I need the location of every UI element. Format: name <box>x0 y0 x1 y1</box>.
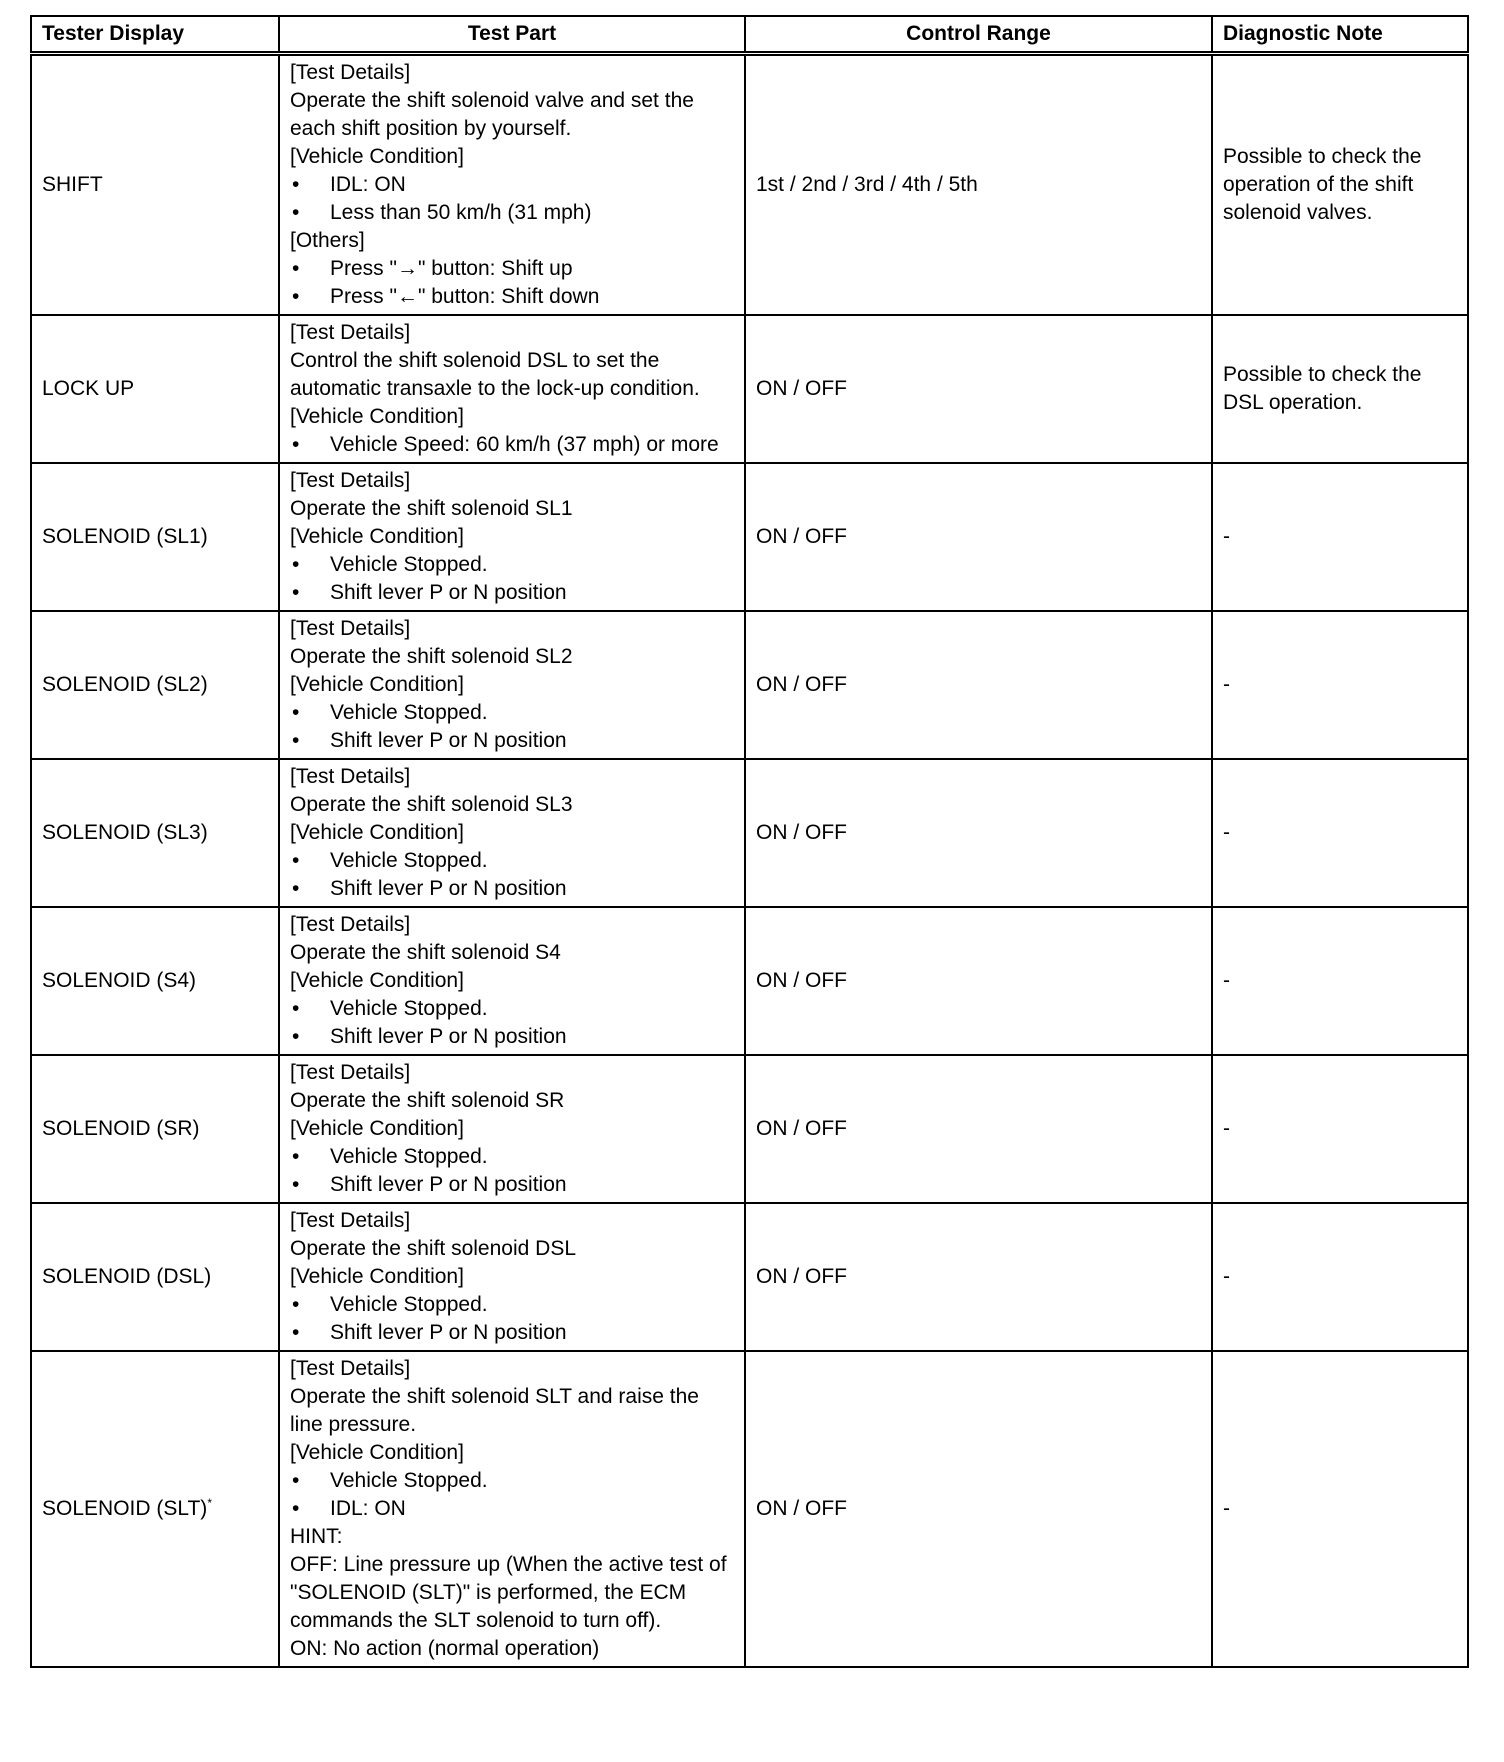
test-part-bullet-item: • Shift lever P or N position <box>290 579 734 607</box>
test-part-line: Operate the shift solenoid SL1 <box>290 497 573 520</box>
diagnostic-note-cell: - <box>1212 1055 1468 1203</box>
test-part-cell <box>279 463 745 611</box>
test-part-line: Operate the shift solenoid valve and set the each shift position by yourself. <box>290 89 694 140</box>
test-part-bullet-item: • Vehicle Stopped. <box>290 847 734 875</box>
tester-display-cell <box>31 54 279 316</box>
control-range-cell: ON / OFF <box>745 463 1212 611</box>
control-range-cell: ON / OFF <box>745 1351 1212 1667</box>
control-range-cell: ON / OFF <box>745 611 1212 759</box>
diagnostic-note-cell: - <box>1212 1351 1468 1667</box>
diagnostic-note-cell: Possible to check the DSL operation. <box>1212 315 1468 463</box>
test-part-line: [Vehicle Condition] <box>290 673 464 696</box>
tester-display-cell <box>31 315 279 463</box>
table-row <box>31 315 1468 463</box>
table-row <box>31 759 1468 907</box>
diagnostic-note-cell: - <box>1212 611 1468 759</box>
tester-display-cell <box>31 611 279 759</box>
test-part-bullet-item: • Vehicle Stopped. <box>290 551 734 579</box>
test-part-line: [Test Details] <box>290 617 411 640</box>
table-row <box>31 907 1468 1055</box>
test-part-line: [Vehicle Condition] <box>290 145 464 168</box>
test-part-bullet-item: • Vehicle Stopped. <box>290 1291 734 1319</box>
test-part-line: [Vehicle Condition] <box>290 1265 464 1288</box>
tester-display-cell <box>31 1203 279 1351</box>
table-row <box>31 611 1468 759</box>
test-part-line: Operate the shift solenoid SL2 <box>290 645 573 668</box>
test-part-line: [Test Details] <box>290 1357 411 1380</box>
test-part-cell <box>279 1055 745 1203</box>
control-range-cell: ON / OFF <box>745 1055 1212 1203</box>
test-part-line: [Vehicle Condition] <box>290 969 464 992</box>
tester-display-cell <box>31 1055 279 1203</box>
header-tester-display: Tester Display <box>31 16 279 54</box>
tester-display-text: SOLENOID (SR) <box>42 1117 200 1140</box>
test-part-cell <box>279 907 745 1055</box>
test-part-line: Operate the shift solenoid DSL <box>290 1237 577 1260</box>
test-part-bullet-item: • Vehicle Stopped. <box>290 995 734 1023</box>
table-row <box>31 1055 1468 1203</box>
test-part-line: HINT: <box>290 1525 343 1548</box>
diagnostic-note-cell: - <box>1212 759 1468 907</box>
tester-display-text: SOLENOID (DSL) <box>42 1265 212 1288</box>
tester-display-cell <box>31 907 279 1055</box>
table-row <box>31 1351 1468 1667</box>
diagnostic-note-cell: Possible to check the operation of the shift solenoid valves. <box>1212 54 1468 316</box>
test-part-cell <box>279 315 745 463</box>
table-row <box>31 54 1468 316</box>
test-part-line: [Test Details] <box>290 469 411 492</box>
diagnostic-note-cell: - <box>1212 463 1468 611</box>
test-part-line: [Others] <box>290 229 365 252</box>
table-header <box>31 16 1468 54</box>
test-part-line: [Vehicle Condition] <box>290 405 464 428</box>
test-part-line: Operate the shift solenoid SR <box>290 1089 565 1112</box>
tester-display-cell <box>31 463 279 611</box>
tester-display-text: SOLENOID (SL3) <box>42 821 208 844</box>
tester-display-text: SOLENOID (SL1) <box>42 525 208 548</box>
table-row <box>31 463 1468 611</box>
test-part-cell <box>279 759 745 907</box>
test-part-bullet-item: • Shift lever P or N position <box>290 1171 734 1199</box>
test-part-bullet-item: • Press "→" button: Shift up <box>290 255 734 283</box>
test-part-bullet-item: • Vehicle Stopped. <box>290 1143 734 1171</box>
test-part-line: Operate the shift solenoid SLT and raise the line pressure. <box>290 1385 699 1436</box>
test-part-line: [Vehicle Condition] <box>290 1441 464 1464</box>
test-part-bullet-item: • Shift lever P or N position <box>290 1319 734 1347</box>
test-part-line: ON: No action (normal operation) <box>290 1637 600 1660</box>
test-part-line: OFF: Line pressure up (When the active test of "SOLENOID (SLT)" is performed, the ECM commands the SLT solenoid to turn off). <box>290 1553 727 1632</box>
header-control-range: Control Range <box>745 16 1212 54</box>
test-part-line: [Vehicle Condition] <box>290 821 464 844</box>
control-range-cell: ON / OFF <box>745 759 1212 907</box>
test-part-line: [Test Details] <box>290 913 411 936</box>
test-part-line: [Test Details] <box>290 61 411 84</box>
tester-display-text: SOLENOID (SL2) <box>42 673 208 696</box>
test-part-line: [Vehicle Condition] <box>290 1117 464 1140</box>
tester-display-cell <box>31 1351 279 1667</box>
header-row <box>31 16 1468 54</box>
test-part-bullet-item: • Press "←" button: Shift down <box>290 283 734 311</box>
table-body <box>31 54 1468 1668</box>
test-part-line: Operate the shift solenoid SL3 <box>290 793 573 816</box>
tester-display-text: SHIFT <box>42 173 103 196</box>
control-range-cell: 1st / 2nd / 3rd / 4th / 5th <box>745 54 1212 316</box>
test-part-line: [Test Details] <box>290 765 411 788</box>
test-part-bullet-item: • Shift lever P or N position <box>290 727 734 755</box>
table-row <box>31 1203 1468 1351</box>
header-diagnostic-note: Diagnostic Note <box>1212 16 1468 54</box>
test-part-bullet-item: • Shift lever P or N position <box>290 1023 734 1051</box>
test-part-bullet-item: • IDL: ON <box>290 171 734 199</box>
control-range-cell: ON / OFF <box>745 907 1212 1055</box>
test-part-line: [Test Details] <box>290 321 411 344</box>
test-part-line: [Test Details] <box>290 1209 411 1232</box>
diagnostic-note-cell: - <box>1212 1203 1468 1351</box>
test-part-cell <box>279 611 745 759</box>
tester-display-text: SOLENOID (S4) <box>42 969 197 992</box>
test-part-line: Control the shift solenoid DSL to set the automatic transaxle to the lock-up condition. <box>290 349 700 400</box>
test-part-line: Operate the shift solenoid S4 <box>290 941 561 964</box>
test-part-cell <box>279 1351 745 1667</box>
test-part-line: [Vehicle Condition] <box>290 525 464 548</box>
diagnostic-note-cell: - <box>1212 907 1468 1055</box>
test-part-line: [Test Details] <box>290 1061 411 1084</box>
test-part-bullet-item: • Vehicle Stopped. <box>290 1467 734 1495</box>
test-part-bullet-item: • Less than 50 km/h (31 mph) <box>290 199 734 227</box>
header-test-part: Test Part <box>279 16 745 54</box>
test-part-bullet-item: • IDL: ON <box>290 1495 734 1523</box>
tester-display-text: SOLENOID (SLT) <box>42 1497 208 1520</box>
test-part-cell <box>279 54 745 316</box>
test-part-bullet-item: • Shift lever P or N position <box>290 875 734 903</box>
active-test-table <box>30 15 1469 1668</box>
tester-display-text: LOCK UP <box>42 377 135 400</box>
test-part-bullet-item: • Vehicle Stopped. <box>290 699 734 727</box>
test-part-cell <box>279 1203 745 1351</box>
footnote-mark: * <box>207 1496 212 1510</box>
control-range-cell: ON / OFF <box>745 315 1212 463</box>
test-part-bullet-item: • Vehicle Speed: 60 km/h (37 mph) or more <box>290 431 734 459</box>
control-range-cell: ON / OFF <box>745 1203 1212 1351</box>
tester-display-cell <box>31 759 279 907</box>
